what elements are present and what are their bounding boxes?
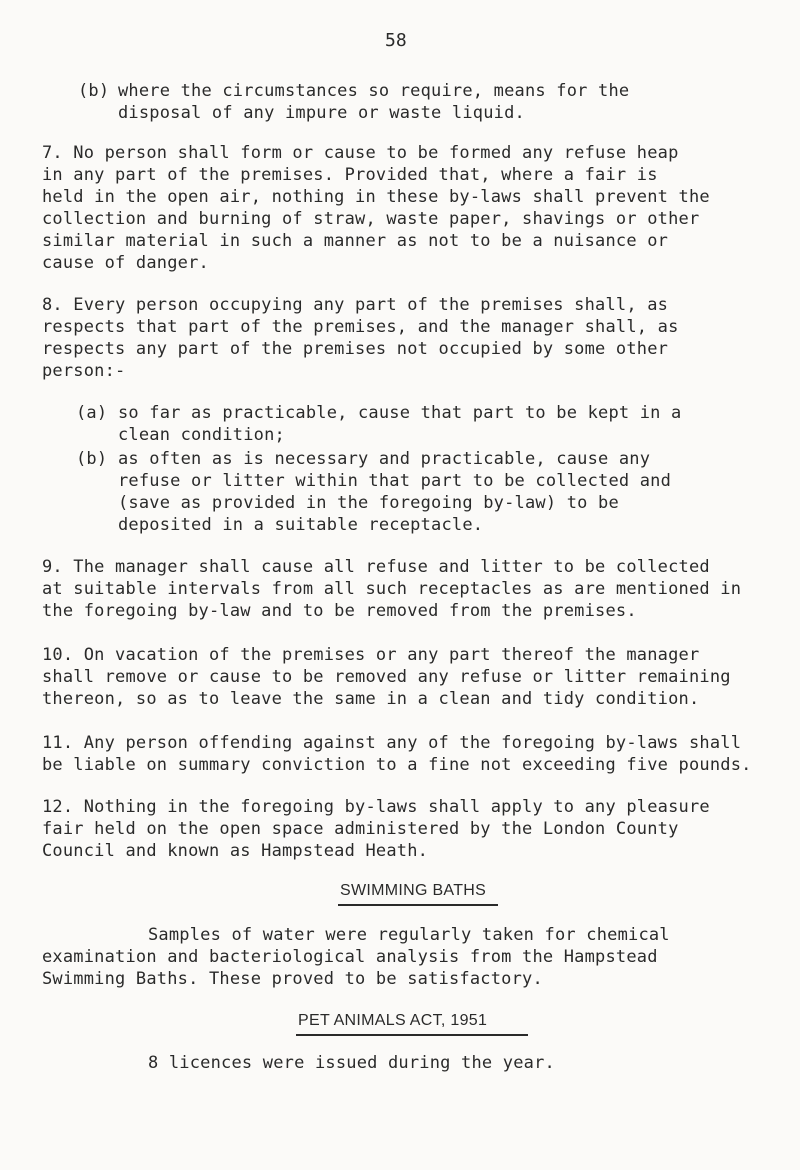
clause-label: (b) <box>76 449 108 469</box>
text-line: cause of danger. <box>42 253 209 273</box>
heading-underline <box>296 1034 528 1036</box>
text-line: examination and bacteriological analysis from the Hampstead <box>42 947 658 967</box>
text-line: where the circumstances so require, means for the <box>118 81 630 101</box>
text-line: similar material in such a manner as not to be a nuisance or <box>42 231 669 251</box>
text-line: collection and burning of straw, waste paper, shavings or other <box>42 209 700 229</box>
text-line: respects any part of the premises not occupied by some other <box>42 339 669 359</box>
text-line: 12. Nothing in the foregoing by-laws shall apply to any pleasure <box>42 797 710 817</box>
heading-underline <box>338 904 498 906</box>
text-line: be liable on summary conviction to a fine not exceeding five pounds. <box>42 755 752 775</box>
text-line: so far as practicable, cause that part to be kept in a <box>118 403 682 423</box>
text-line: shall remove or cause to be removed any refuse or litter remaining <box>42 667 731 687</box>
text-line: 7. No person shall form or cause to be formed any refuse heap <box>42 143 679 163</box>
text-line: Samples of water were regularly taken for chemical <box>148 925 670 945</box>
text-line: deposited in a suitable receptacle. <box>118 515 484 535</box>
text-line: held in the open air, nothing in these by-laws shall prevent the <box>42 187 710 207</box>
text-line: the foregoing by-law and to be removed from the premises. <box>42 601 637 621</box>
text-line: thereon, so as to leave the same in a clean and tidy condition. <box>42 689 700 709</box>
text-line: disposal of any impure or waste liquid. <box>118 103 525 123</box>
text-line: as often as is necessary and practicable, cause any <box>118 449 651 469</box>
text-line: refuse or litter within that part to be collected and <box>118 471 672 491</box>
clause-label: (b) <box>78 81 110 101</box>
section-heading: PET ANIMALS ACT, 1951 <box>298 1012 488 1029</box>
clause-label: (a) <box>76 403 108 423</box>
text-line: at suitable intervals from all such receptacles as are mentioned in <box>42 579 742 599</box>
text-line: 8. Every person occupying any part of the premises shall, as <box>42 295 669 315</box>
text-line: (save as provided in the foregoing by-law) to be <box>118 493 619 513</box>
text-line: 10. On vacation of the premises or any part thereof the manager <box>42 645 700 665</box>
text-line: clean condition; <box>118 425 285 445</box>
text-line: in any part of the premises. Provided that, where a fair is <box>42 165 658 185</box>
text-line: 8 licences were issued during the year. <box>148 1053 555 1073</box>
text-line: fair held on the open space administered by the London County <box>42 819 679 839</box>
text-line: 11. Any person offending against any of the foregoing by-laws shall <box>42 733 742 753</box>
text-line: Swimming Baths. These proved to be satisfactory. <box>42 969 543 989</box>
text-line: person:- <box>42 361 126 381</box>
page-number: 58 <box>385 30 407 51</box>
section-heading: SWIMMING BATHS <box>340 882 487 899</box>
text-line: respects that part of the premises, and the manager shall, as <box>42 317 679 337</box>
text-line: Council and known as Hampstead Heath. <box>42 841 429 861</box>
text-line: 9. The manager shall cause all refuse and litter to be collected <box>42 557 710 577</box>
